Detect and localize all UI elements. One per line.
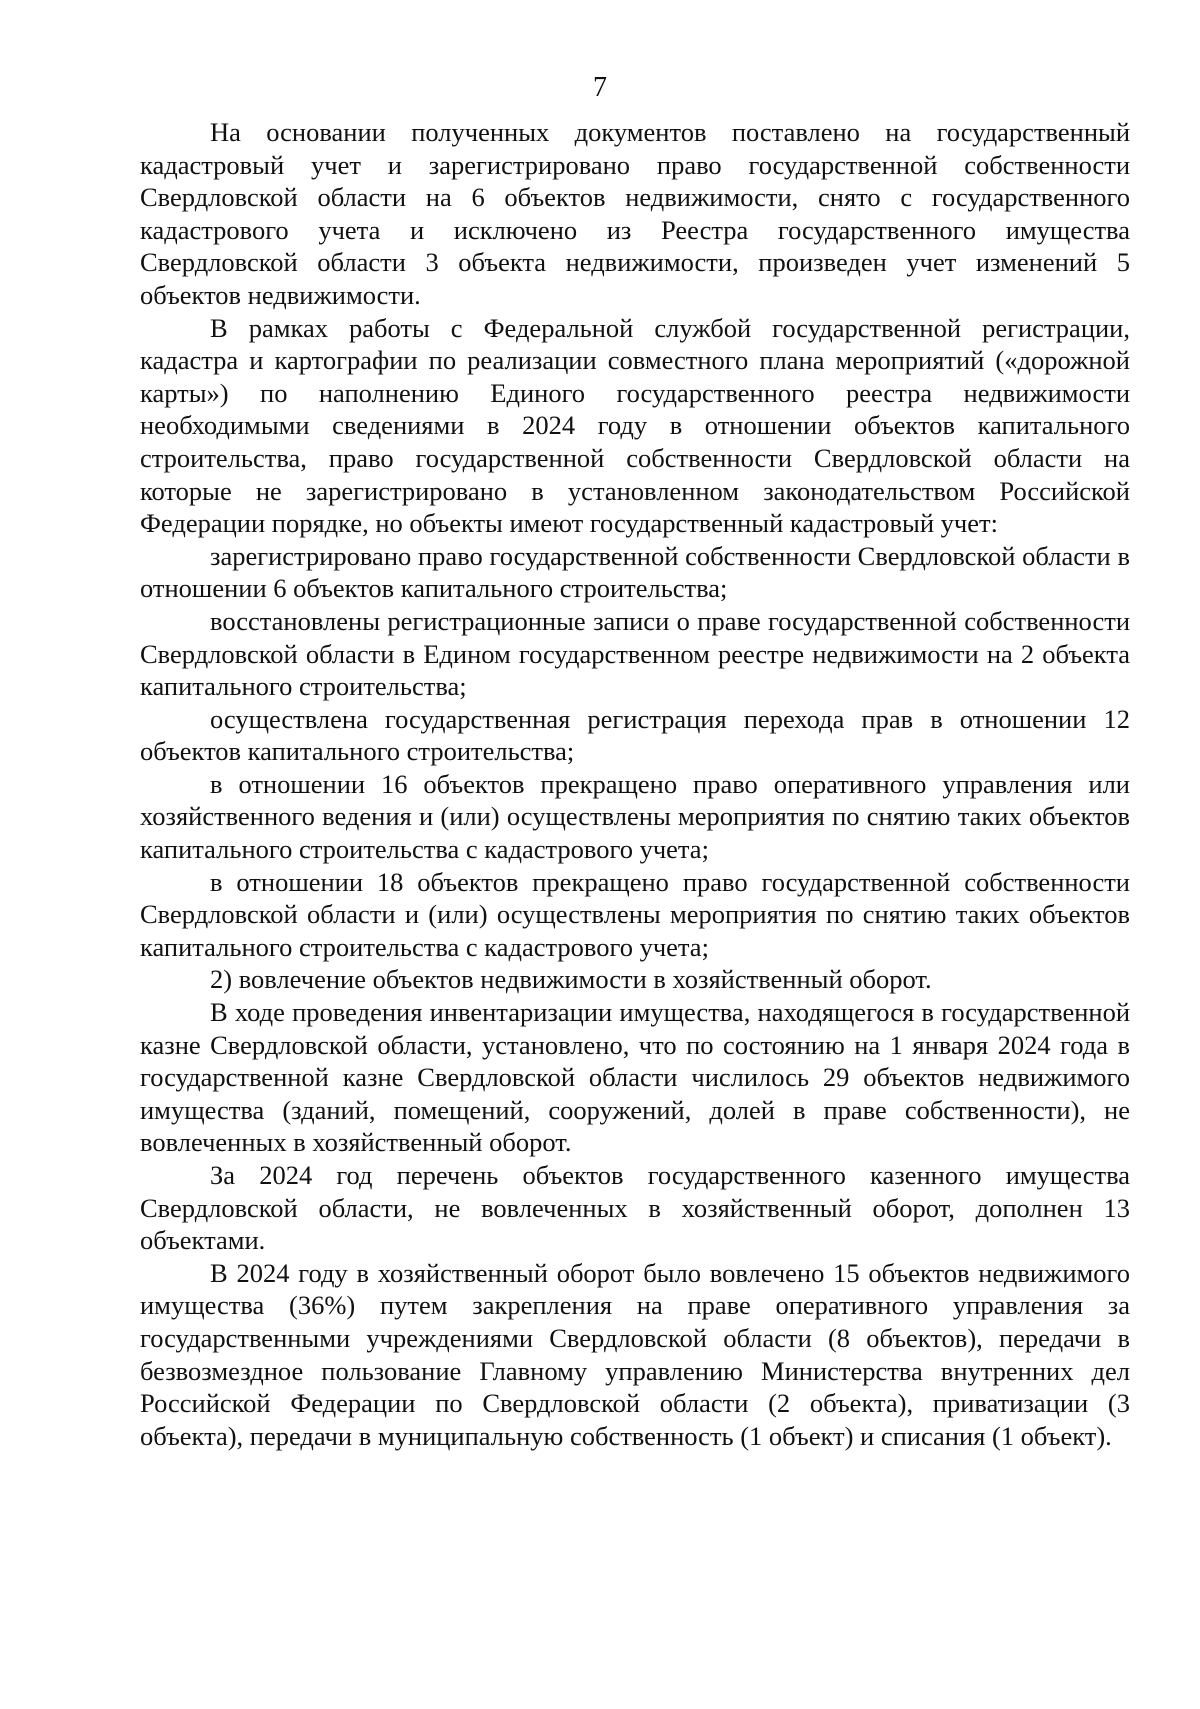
paragraph-list-supplemented: За 2024 год перечень объектов государственного казенного имущества Свердловской области, не вовлеченных в хозяйственный оборот, дополнен 13 объектами. [140,1160,1130,1256]
list-item-terminated-management: в отношении 16 объектов прекращено право оперативного управления или хозяйственного ведения и (или) осуществлены мероприятия по снятию таких объектов капитального строительства с кадастрового учета; [140,768,1130,865]
list-item-restored-records: восстановлены регистрационные записи о праве государственной собственности Свердловской области в Едином государственном реестре недвижимости на 2 объекта капитального строительства; [140,605,1130,702]
list-item-terminated-ownership: в отношении 18 объектов прекращено право государственной собственности Свердловской области и (или) осуществлены мероприятия по снятию таких объектов капитального строительства с кадастрового учета; [140,866,1130,962]
paragraph-roadmap-intro: В рамках работы с Федеральной службой государственной регистрации, кадастра и картографии по реализации совместного плана мероприятий («дорожной карты») по наполнению Единого государственного реестра недвижимости необходимыми сведениями в 2024 году в отношении объектов капитального строительства, право государственной собственности Свердловской области на которые не зарегистрировано в установленном законодательством Российской Федерации порядке, но объекты имеют государственный кадастровый учет: [140,312,1130,539]
page-number: 7 [593,72,607,103]
list-item-transfer-registration: осуществлена государственная регистрация перехода прав в отношении 12 объектов капитального строительства; [140,703,1130,767]
paragraph-registration-results: На основании полученных документов поставлено на государственный кадастровый учет и зарегистрировано право государственной собственности Свердловской области на 6 объектов недвижимости, снято с государственного кадастрового учета и исключено из Реестра государственного имущества Свердловской области 3 объекта недвижимости, произведен учет изменений 5 объектов недвижимости. [140,117,1130,310]
document-body [140,116,1130,1452]
paragraph-inventory-results: В ходе проведения инвентаризации имущества, находящегося в государственной казне Свердловской области, установлено, что по состоянию на 1 января 2024 года в государственной казне Свердловской области числилось 29 объектов недвижимого имущества (зданий, помещений, сооружений, долей в праве собственности), не вовлеченных в хозяйственный оборот. [140,997,1130,1158]
section-heading-economic-turnover: 2) вовлечение объектов недвижимости в хозяйственный оборот. [210,964,932,995]
list-item-registered-rights: зарегистрировано право государственной собственности Свердловской области в отношении 6 объектов капитального строительства; [140,540,1130,604]
paragraph-objects-involved: В 2024 году в хозяйственный оборот было вовлечено 15 объектов недвижимого имущества (36%) путем закрепления на праве оперативного управления за государственными учреждениями Свердловской области (8 объектов), передачи в безвозмездное пользование Главному управлению Министерства внутренних дел Российской Федерации по Свердловской области (2 объекта), приватизации (3 объекта), передачи в муниципальную собственность (1 объект) и списания (1 объект). [140,1257,1130,1451]
